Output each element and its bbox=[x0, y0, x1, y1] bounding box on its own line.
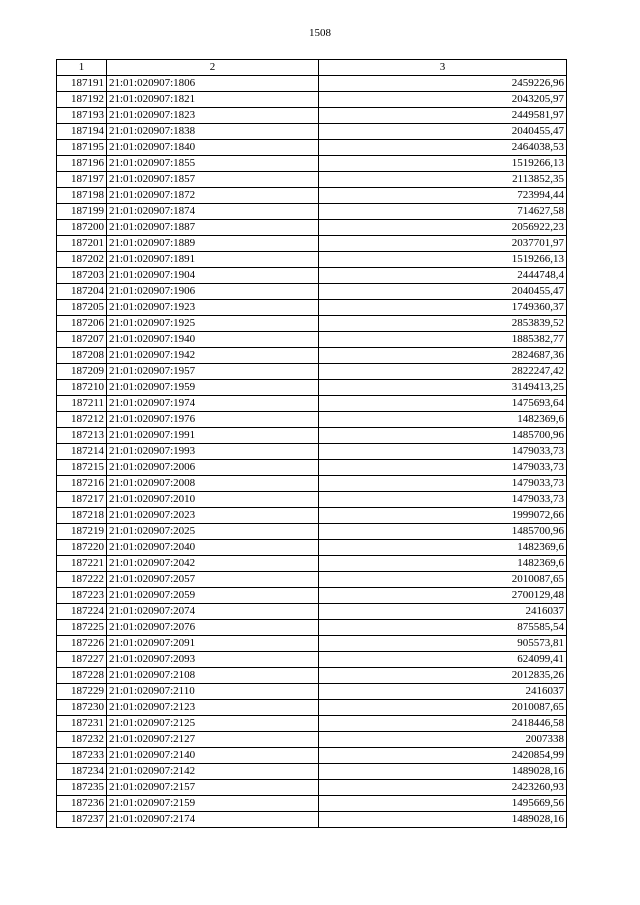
value-cell: 2040455,47 bbox=[319, 124, 567, 140]
value-cell: 1479033,73 bbox=[319, 444, 567, 460]
row-number-cell: 187192 bbox=[57, 92, 107, 108]
row-number-cell: 187225 bbox=[57, 620, 107, 636]
row-number-cell: 187217 bbox=[57, 492, 107, 508]
cadastral-number-cell: 21:01:020907:1923 bbox=[107, 300, 319, 316]
cadastral-number-cell: 21:01:020907:1821 bbox=[107, 92, 319, 108]
table-row bbox=[57, 332, 567, 348]
value-cell: 2010087,65 bbox=[319, 572, 567, 588]
value-cell: 2007338 bbox=[319, 732, 567, 748]
row-number-cell: 187224 bbox=[57, 604, 107, 620]
table-header bbox=[57, 60, 567, 76]
cadastral-number-cell: 21:01:020907:1976 bbox=[107, 412, 319, 428]
cadastral-number-cell: 21:01:020907:2023 bbox=[107, 508, 319, 524]
cadastral-number-cell: 21:01:020907:2093 bbox=[107, 652, 319, 668]
table-row bbox=[57, 796, 567, 812]
row-number-cell: 187200 bbox=[57, 220, 107, 236]
row-number-cell: 187214 bbox=[57, 444, 107, 460]
table-row bbox=[57, 428, 567, 444]
cadastral-number-cell: 21:01:020907:2110 bbox=[107, 684, 319, 700]
value-cell: 3149413,25 bbox=[319, 380, 567, 396]
value-cell: 2416037 bbox=[319, 604, 567, 620]
row-number-cell: 187236 bbox=[57, 796, 107, 812]
value-cell: 2423260,93 bbox=[319, 780, 567, 796]
row-number-cell: 187198 bbox=[57, 188, 107, 204]
table-row bbox=[57, 220, 567, 236]
value-cell: 1495669,56 bbox=[319, 796, 567, 812]
cadastral-number-cell: 21:01:020907:1906 bbox=[107, 284, 319, 300]
value-cell: 1485700,96 bbox=[319, 524, 567, 540]
value-cell: 1885382,77 bbox=[319, 332, 567, 348]
table-row bbox=[57, 732, 567, 748]
cadastral-number-cell: 21:01:020907:1904 bbox=[107, 268, 319, 284]
row-number-cell: 187234 bbox=[57, 764, 107, 780]
table-body bbox=[57, 76, 567, 828]
row-number-cell: 187207 bbox=[57, 332, 107, 348]
cadastral-number-cell: 21:01:020907:1993 bbox=[107, 444, 319, 460]
row-number-cell: 187206 bbox=[57, 316, 107, 332]
table-row bbox=[57, 396, 567, 412]
cadastral-number-cell: 21:01:020907:1940 bbox=[107, 332, 319, 348]
value-cell: 875585,54 bbox=[319, 620, 567, 636]
cadastral-number-cell: 21:01:020907:2057 bbox=[107, 572, 319, 588]
table-row bbox=[57, 668, 567, 684]
row-number-cell: 187227 bbox=[57, 652, 107, 668]
cadastral-number-cell: 21:01:020907:1959 bbox=[107, 380, 319, 396]
value-cell: 2012835,26 bbox=[319, 668, 567, 684]
row-number-cell: 187226 bbox=[57, 636, 107, 652]
table-row bbox=[57, 156, 567, 172]
row-number-cell: 187193 bbox=[57, 108, 107, 124]
page-number: 1508 bbox=[309, 27, 331, 39]
cadastral-number-cell: 21:01:020907:2025 bbox=[107, 524, 319, 540]
value-cell: 1475693,64 bbox=[319, 396, 567, 412]
row-number-cell: 187211 bbox=[57, 396, 107, 412]
value-cell: 1999072,66 bbox=[319, 508, 567, 524]
row-number-cell: 187210 bbox=[57, 380, 107, 396]
cadastral-number-cell: 21:01:020907:1891 bbox=[107, 252, 319, 268]
cadastral-number-cell: 21:01:020907:2108 bbox=[107, 668, 319, 684]
row-number-cell: 187235 bbox=[57, 780, 107, 796]
table-row bbox=[57, 556, 567, 572]
row-number-cell: 187237 bbox=[57, 812, 107, 828]
row-number-cell: 187229 bbox=[57, 684, 107, 700]
cadastral-number-cell: 21:01:020907:2123 bbox=[107, 700, 319, 716]
row-number-cell: 187212 bbox=[57, 412, 107, 428]
table-row bbox=[57, 92, 567, 108]
row-number-cell: 187213 bbox=[57, 428, 107, 444]
table-row bbox=[57, 716, 567, 732]
value-cell: 1749360,37 bbox=[319, 300, 567, 316]
value-cell: 2824687,36 bbox=[319, 348, 567, 364]
table-row bbox=[57, 188, 567, 204]
row-number-cell: 187215 bbox=[57, 460, 107, 476]
column-header-1: 1 bbox=[57, 60, 107, 76]
table-row bbox=[57, 108, 567, 124]
table-row bbox=[57, 812, 567, 828]
cadastral-number-cell: 21:01:020907:2059 bbox=[107, 588, 319, 604]
value-cell: 2418446,58 bbox=[319, 716, 567, 732]
cadastral-number-cell: 21:01:020907:2174 bbox=[107, 812, 319, 828]
table-row bbox=[57, 588, 567, 604]
cadastral-number-cell: 21:01:020907:2076 bbox=[107, 620, 319, 636]
row-number-cell: 187228 bbox=[57, 668, 107, 684]
cadastral-number-cell: 21:01:020907:1823 bbox=[107, 108, 319, 124]
header-row bbox=[57, 60, 567, 76]
table-row bbox=[57, 172, 567, 188]
table-row bbox=[57, 444, 567, 460]
table-row bbox=[57, 380, 567, 396]
cadastral-number-cell: 21:01:020907:2125 bbox=[107, 716, 319, 732]
table-row bbox=[57, 236, 567, 252]
value-cell: 2459226,96 bbox=[319, 76, 567, 92]
cadastral-number-cell: 21:01:020907:2074 bbox=[107, 604, 319, 620]
row-number-cell: 187195 bbox=[57, 140, 107, 156]
cadastral-number-cell: 21:01:020907:1957 bbox=[107, 364, 319, 380]
row-number-cell: 187209 bbox=[57, 364, 107, 380]
value-cell: 2420854,99 bbox=[319, 748, 567, 764]
row-number-cell: 187197 bbox=[57, 172, 107, 188]
table-row bbox=[57, 460, 567, 476]
table-row bbox=[57, 524, 567, 540]
row-number-cell: 187223 bbox=[57, 588, 107, 604]
row-number-cell: 187220 bbox=[57, 540, 107, 556]
data-table bbox=[56, 59, 567, 828]
table-row bbox=[57, 748, 567, 764]
value-cell: 2822247,42 bbox=[319, 364, 567, 380]
table-row bbox=[57, 76, 567, 92]
cadastral-number-cell: 21:01:020907:2157 bbox=[107, 780, 319, 796]
cadastral-number-cell: 21:01:020907:2142 bbox=[107, 764, 319, 780]
table-row bbox=[57, 268, 567, 284]
cadastral-number-cell: 21:01:020907:2010 bbox=[107, 492, 319, 508]
cadastral-number-cell: 21:01:020907:2091 bbox=[107, 636, 319, 652]
cadastral-number-cell: 21:01:020907:2042 bbox=[107, 556, 319, 572]
table-row bbox=[57, 492, 567, 508]
cadastral-number-cell: 21:01:020907:1857 bbox=[107, 172, 319, 188]
cadastral-number-cell: 21:01:020907:1887 bbox=[107, 220, 319, 236]
value-cell: 2464038,53 bbox=[319, 140, 567, 156]
row-number-cell: 187232 bbox=[57, 732, 107, 748]
table-row bbox=[57, 684, 567, 700]
row-number-cell: 187199 bbox=[57, 204, 107, 220]
value-cell: 2700129,48 bbox=[319, 588, 567, 604]
cadastral-number-cell: 21:01:020907:2127 bbox=[107, 732, 319, 748]
value-cell: 1519266,13 bbox=[319, 252, 567, 268]
row-number-cell: 187218 bbox=[57, 508, 107, 524]
row-number-cell: 187222 bbox=[57, 572, 107, 588]
cadastral-number-cell: 21:01:020907:2159 bbox=[107, 796, 319, 812]
column-header-2: 2 bbox=[107, 60, 319, 76]
cadastral-number-cell: 21:01:020907:1838 bbox=[107, 124, 319, 140]
table-row bbox=[57, 140, 567, 156]
cadastral-number-cell: 21:01:020907:1840 bbox=[107, 140, 319, 156]
table-row bbox=[57, 652, 567, 668]
row-number-cell: 187221 bbox=[57, 556, 107, 572]
value-cell: 1482369,6 bbox=[319, 412, 567, 428]
value-cell: 2416037 bbox=[319, 684, 567, 700]
row-number-cell: 187230 bbox=[57, 700, 107, 716]
row-number-cell: 187205 bbox=[57, 300, 107, 316]
row-number-cell: 187191 bbox=[57, 76, 107, 92]
table-row bbox=[57, 284, 567, 300]
row-number-cell: 187233 bbox=[57, 748, 107, 764]
row-number-cell: 187219 bbox=[57, 524, 107, 540]
table-row bbox=[57, 700, 567, 716]
table-row bbox=[57, 604, 567, 620]
value-cell: 1489028,16 bbox=[319, 812, 567, 828]
table-row bbox=[57, 204, 567, 220]
table-row bbox=[57, 476, 567, 492]
cadastral-number-cell: 21:01:020907:2140 bbox=[107, 748, 319, 764]
table-row bbox=[57, 316, 567, 332]
value-cell: 1479033,73 bbox=[319, 476, 567, 492]
value-cell: 2010087,65 bbox=[319, 700, 567, 716]
row-number-cell: 187202 bbox=[57, 252, 107, 268]
cadastral-number-cell: 21:01:020907:1889 bbox=[107, 236, 319, 252]
row-number-cell: 187196 bbox=[57, 156, 107, 172]
value-cell: 1482369,6 bbox=[319, 540, 567, 556]
value-cell: 1479033,73 bbox=[319, 460, 567, 476]
cadastral-number-cell: 21:01:020907:2008 bbox=[107, 476, 319, 492]
table-row bbox=[57, 764, 567, 780]
cadastral-number-cell: 21:01:020907:2040 bbox=[107, 540, 319, 556]
row-number-cell: 187231 bbox=[57, 716, 107, 732]
table-row bbox=[57, 780, 567, 796]
value-cell: 2040455,47 bbox=[319, 284, 567, 300]
value-cell: 1489028,16 bbox=[319, 764, 567, 780]
value-cell: 714627,58 bbox=[319, 204, 567, 220]
value-cell: 2853839,52 bbox=[319, 316, 567, 332]
cadastral-number-cell: 21:01:020907:1806 bbox=[107, 76, 319, 92]
value-cell: 2113852,35 bbox=[319, 172, 567, 188]
row-number-cell: 187208 bbox=[57, 348, 107, 364]
row-number-cell: 187203 bbox=[57, 268, 107, 284]
table-row bbox=[57, 572, 567, 588]
cadastral-number-cell: 21:01:020907:1874 bbox=[107, 204, 319, 220]
value-cell: 2043205,97 bbox=[319, 92, 567, 108]
value-cell: 1482369,6 bbox=[319, 556, 567, 572]
cadastral-number-cell: 21:01:020907:1942 bbox=[107, 348, 319, 364]
value-cell: 2056922,23 bbox=[319, 220, 567, 236]
row-number-cell: 187216 bbox=[57, 476, 107, 492]
value-cell: 905573,81 bbox=[319, 636, 567, 652]
cadastral-number-cell: 21:01:020907:1925 bbox=[107, 316, 319, 332]
value-cell: 2444748,4 bbox=[319, 268, 567, 284]
cadastral-number-cell: 21:01:020907:2006 bbox=[107, 460, 319, 476]
table-row bbox=[57, 300, 567, 316]
row-number-cell: 187204 bbox=[57, 284, 107, 300]
value-cell: 1485700,96 bbox=[319, 428, 567, 444]
row-number-cell: 187194 bbox=[57, 124, 107, 140]
table-row bbox=[57, 348, 567, 364]
value-cell: 2449581,97 bbox=[319, 108, 567, 124]
cadastral-number-cell: 21:01:020907:1991 bbox=[107, 428, 319, 444]
table-row bbox=[57, 412, 567, 428]
table-row bbox=[57, 620, 567, 636]
column-header-3: 3 bbox=[319, 60, 567, 76]
table-row bbox=[57, 252, 567, 268]
cadastral-number-cell: 21:01:020907:1974 bbox=[107, 396, 319, 412]
cadastral-number-cell: 21:01:020907:1855 bbox=[107, 156, 319, 172]
value-cell: 723994,44 bbox=[319, 188, 567, 204]
value-cell: 2037701,97 bbox=[319, 236, 567, 252]
table-row bbox=[57, 636, 567, 652]
row-number-cell: 187201 bbox=[57, 236, 107, 252]
value-cell: 624099,41 bbox=[319, 652, 567, 668]
cadastral-number-cell: 21:01:020907:1872 bbox=[107, 188, 319, 204]
value-cell: 1519266,13 bbox=[319, 156, 567, 172]
value-cell: 1479033,73 bbox=[319, 492, 567, 508]
table-row bbox=[57, 540, 567, 556]
table-row bbox=[57, 124, 567, 140]
table-row bbox=[57, 364, 567, 380]
table-row bbox=[57, 508, 567, 524]
